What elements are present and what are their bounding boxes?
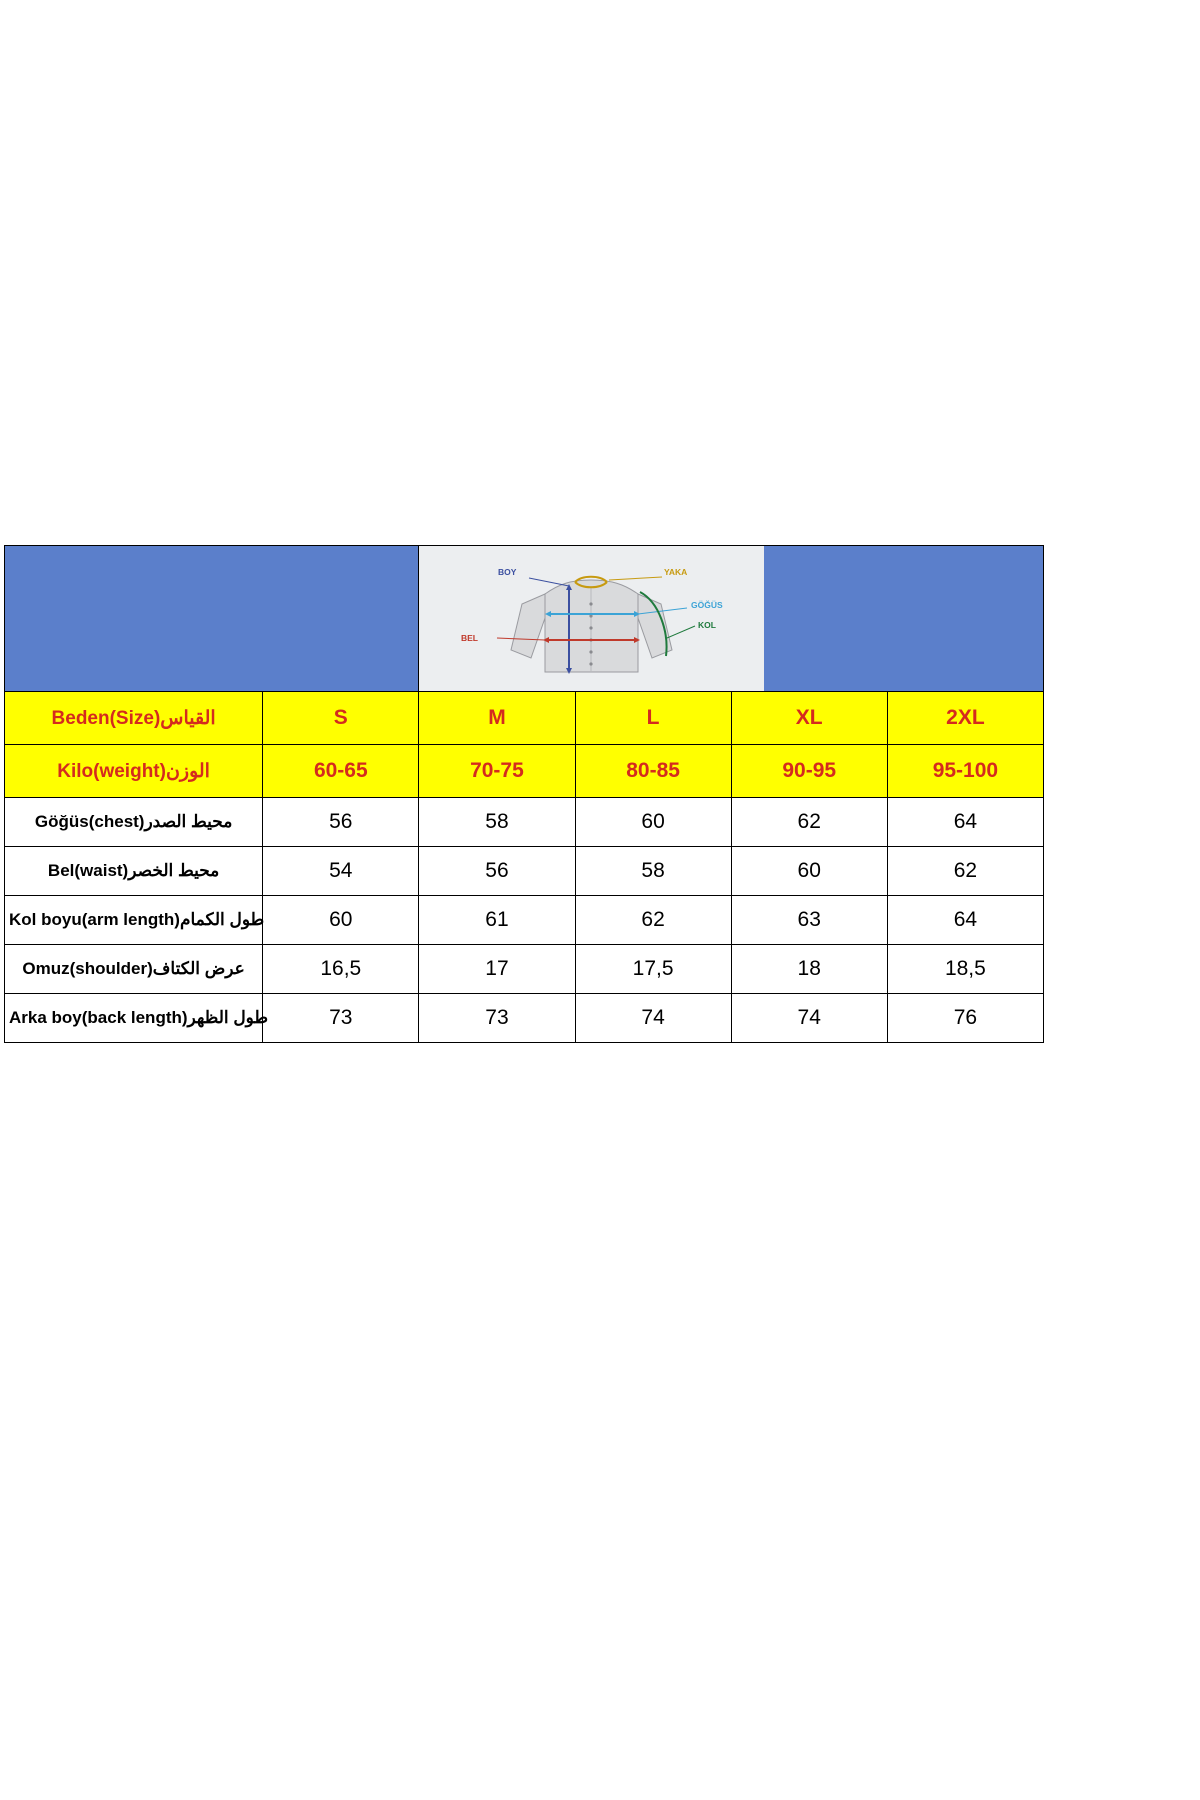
cell-waist-s: 54: [263, 847, 419, 896]
banner-left-fill: [5, 546, 419, 692]
diagram-label-kol: KOL: [698, 620, 717, 630]
cell-arm-2xl: 64: [887, 896, 1043, 945]
cell-shoulder-2xl: 18,5: [887, 945, 1043, 994]
cell-shoulder-xl: 18: [731, 945, 887, 994]
row-label-waist: Bel(waist)محيط الخصر: [5, 847, 263, 896]
cell-back-s: 73: [263, 994, 419, 1043]
cell-back-m: 73: [419, 994, 575, 1043]
size-table: [4, 545, 1044, 1043]
cell-arm-l: 62: [575, 896, 731, 945]
cell-chest-xl: 62: [731, 798, 887, 847]
row-label-back-length: Arka boy(back length)طول الظهر: [5, 994, 263, 1043]
cell-chest-l: 60: [575, 798, 731, 847]
shirt-measurement-diagram: [419, 546, 764, 691]
banner-row: [5, 546, 1044, 692]
cell-arm-xl: 63: [731, 896, 887, 945]
table-row-waist: [5, 847, 1044, 896]
cell-shoulder-s: 16,5: [263, 945, 419, 994]
cell-weight-l: 80-85: [575, 745, 731, 798]
cell-weight-s: 60-65: [263, 745, 419, 798]
size-table-container: [4, 545, 1044, 1043]
cell-size-s: S: [263, 692, 419, 745]
table-row-weight: [5, 745, 1044, 798]
diagram-cell: [419, 546, 731, 692]
row-label-shoulder: Omuz(shoulder)عرض الكتاف: [5, 945, 263, 994]
banner-right-fill: [731, 546, 1043, 692]
table-row-shoulder: [5, 945, 1044, 994]
diagram-label-yaka: YAKA: [664, 567, 688, 577]
cell-waist-2xl: 62: [887, 847, 1043, 896]
cell-back-l: 74: [575, 994, 731, 1043]
cell-weight-2xl: 95-100: [887, 745, 1043, 798]
cell-waist-m: 56: [419, 847, 575, 896]
table-row-chest: [5, 798, 1044, 847]
cell-shoulder-m: 17: [419, 945, 575, 994]
row-label-chest: Göğüs(chest)محيط الصدر: [5, 798, 263, 847]
table-row-size: [5, 692, 1044, 745]
table-row-back-length: [5, 994, 1044, 1043]
cell-back-2xl: 76: [887, 994, 1043, 1043]
diagram-label-boy: BOY: [498, 567, 517, 577]
cell-waist-l: 58: [575, 847, 731, 896]
cell-arm-m: 61: [419, 896, 575, 945]
cell-size-l: L: [575, 692, 731, 745]
cell-chest-s: 56: [263, 798, 419, 847]
row-label-weight: Kilo(weight)الوزن: [5, 745, 263, 798]
cell-chest-2xl: 64: [887, 798, 1043, 847]
cell-weight-xl: 90-95: [731, 745, 887, 798]
cell-shoulder-l: 17,5: [575, 945, 731, 994]
row-label-size: Beden(Size)القياس: [5, 692, 263, 745]
diagram-label-gogus: GÖĞÜS: [691, 600, 724, 610]
cell-back-xl: 74: [731, 994, 887, 1043]
cell-weight-m: 70-75: [419, 745, 575, 798]
cell-size-xl: XL: [731, 692, 887, 745]
cell-size-m: M: [419, 692, 575, 745]
row-label-arm-length: Kol boyu(arm length)طول الكمام: [5, 896, 263, 945]
diagram-label-bel: BEL: [461, 633, 479, 643]
cell-arm-s: 60: [263, 896, 419, 945]
table-row-arm-length: [5, 896, 1044, 945]
cell-waist-xl: 60: [731, 847, 887, 896]
cell-chest-m: 58: [419, 798, 575, 847]
shirt-diagram-svg: [419, 546, 764, 691]
cell-size-2xl: 2XL: [887, 692, 1043, 745]
